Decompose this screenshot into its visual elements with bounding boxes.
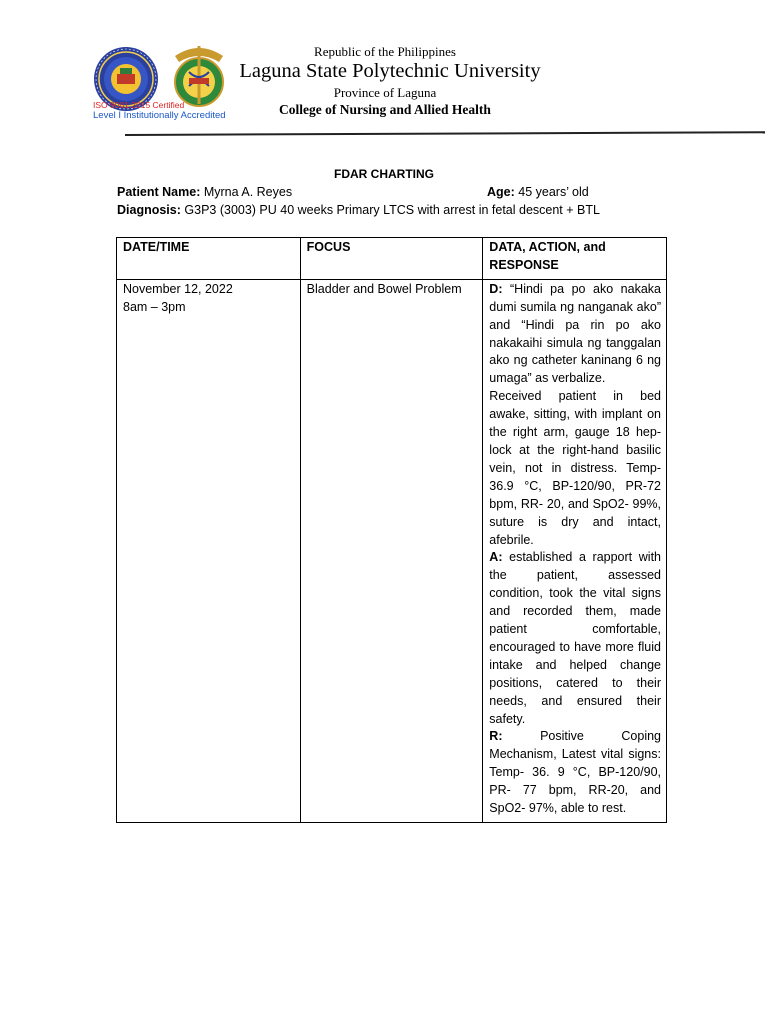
action-label: A:: [489, 550, 503, 565]
data-paragraph-2: Received patient in bed awake, sitting, with implant on the right arm, gauge 18 hep-lock at the right-hand basilic vein, not in distress. Temp- 36.9 °C, BP-120/90, PR-72 bpm, RR- 20, and SpO2- 99%, suture is dry and intact, afebrile.: [489, 389, 661, 547]
university-name: Laguna State Polytechnic University: [239, 60, 541, 82]
data-label: D:: [489, 281, 503, 296]
accreditation-text: Level I Institutionally Accredited: [93, 110, 226, 121]
response-text: Positive Coping Mechanism, Latest vital signs: Temp- 36. 9 °C, BP-120/90, PR- 77 bpm, RR-20, and SpO2- 97%, able to rest.: [489, 729, 661, 816]
diagnosis-line: [117, 203, 600, 217]
date-value: November 12, 2022: [123, 281, 233, 296]
fdar-table: [116, 237, 667, 823]
column-header-focus: FOCUS: [300, 238, 483, 280]
data-paragraph: [489, 281, 661, 388]
column-header-dar: DATA, ACTION, and RESPONSE: [483, 238, 667, 280]
iso-certification: ISO 9001:2015 Certified: [93, 100, 185, 110]
column-header-datetime: DATE/TIME: [117, 238, 301, 280]
header-divider: [125, 131, 765, 136]
response-paragraph: [489, 728, 661, 818]
time-value: 8am – 3pm: [123, 299, 186, 314]
response-label: R:: [489, 729, 503, 744]
table-header-row: [117, 238, 667, 280]
age-value: 45 years’ old: [518, 185, 589, 199]
logo-group: [93, 42, 243, 122]
data-text: “Hindi pa po ako nakaka dumi sumila ng nanganak ako” and “Hindi pa rin po ako nakakaihi simula ng tanggalan ako ng catheter kaninang 6 ng umaga” as verbalize.: [489, 281, 661, 386]
datetime-cell: [117, 279, 301, 822]
dar-cell: [483, 279, 667, 822]
diagnosis-value: G3P3 (3003) PU 40 weeks Primary LTCS with arrest in fetal descent + BTL: [184, 203, 600, 217]
diagnosis-label: Diagnosis:: [117, 203, 181, 217]
action-paragraph: [489, 549, 661, 728]
table-row: [117, 279, 667, 822]
action-text: established a rapport with the patient, assessed condition, took the vital signs and recorded them, made patient comfortable, encouraged to have more fluid intake and helped change positions, catered to their needs, and ensured their safety.: [489, 550, 661, 726]
college-name: College of Nursing and Allied Health: [279, 102, 491, 117]
patient-name-value: Myrna A. Reyes: [203, 185, 293, 199]
focus-cell: Bladder and Bowel Problem: [300, 279, 483, 822]
patient-name-line: [117, 185, 292, 199]
patient-name-label: Patient Name:: [117, 185, 201, 199]
province-heading: Province of Laguna: [333, 85, 437, 100]
age-label: Age:: [487, 185, 515, 199]
document-title: FDAR CHARTING: [334, 167, 434, 181]
republic-heading: Republic of the Philippines: [314, 44, 456, 59]
age-line: [487, 185, 589, 199]
